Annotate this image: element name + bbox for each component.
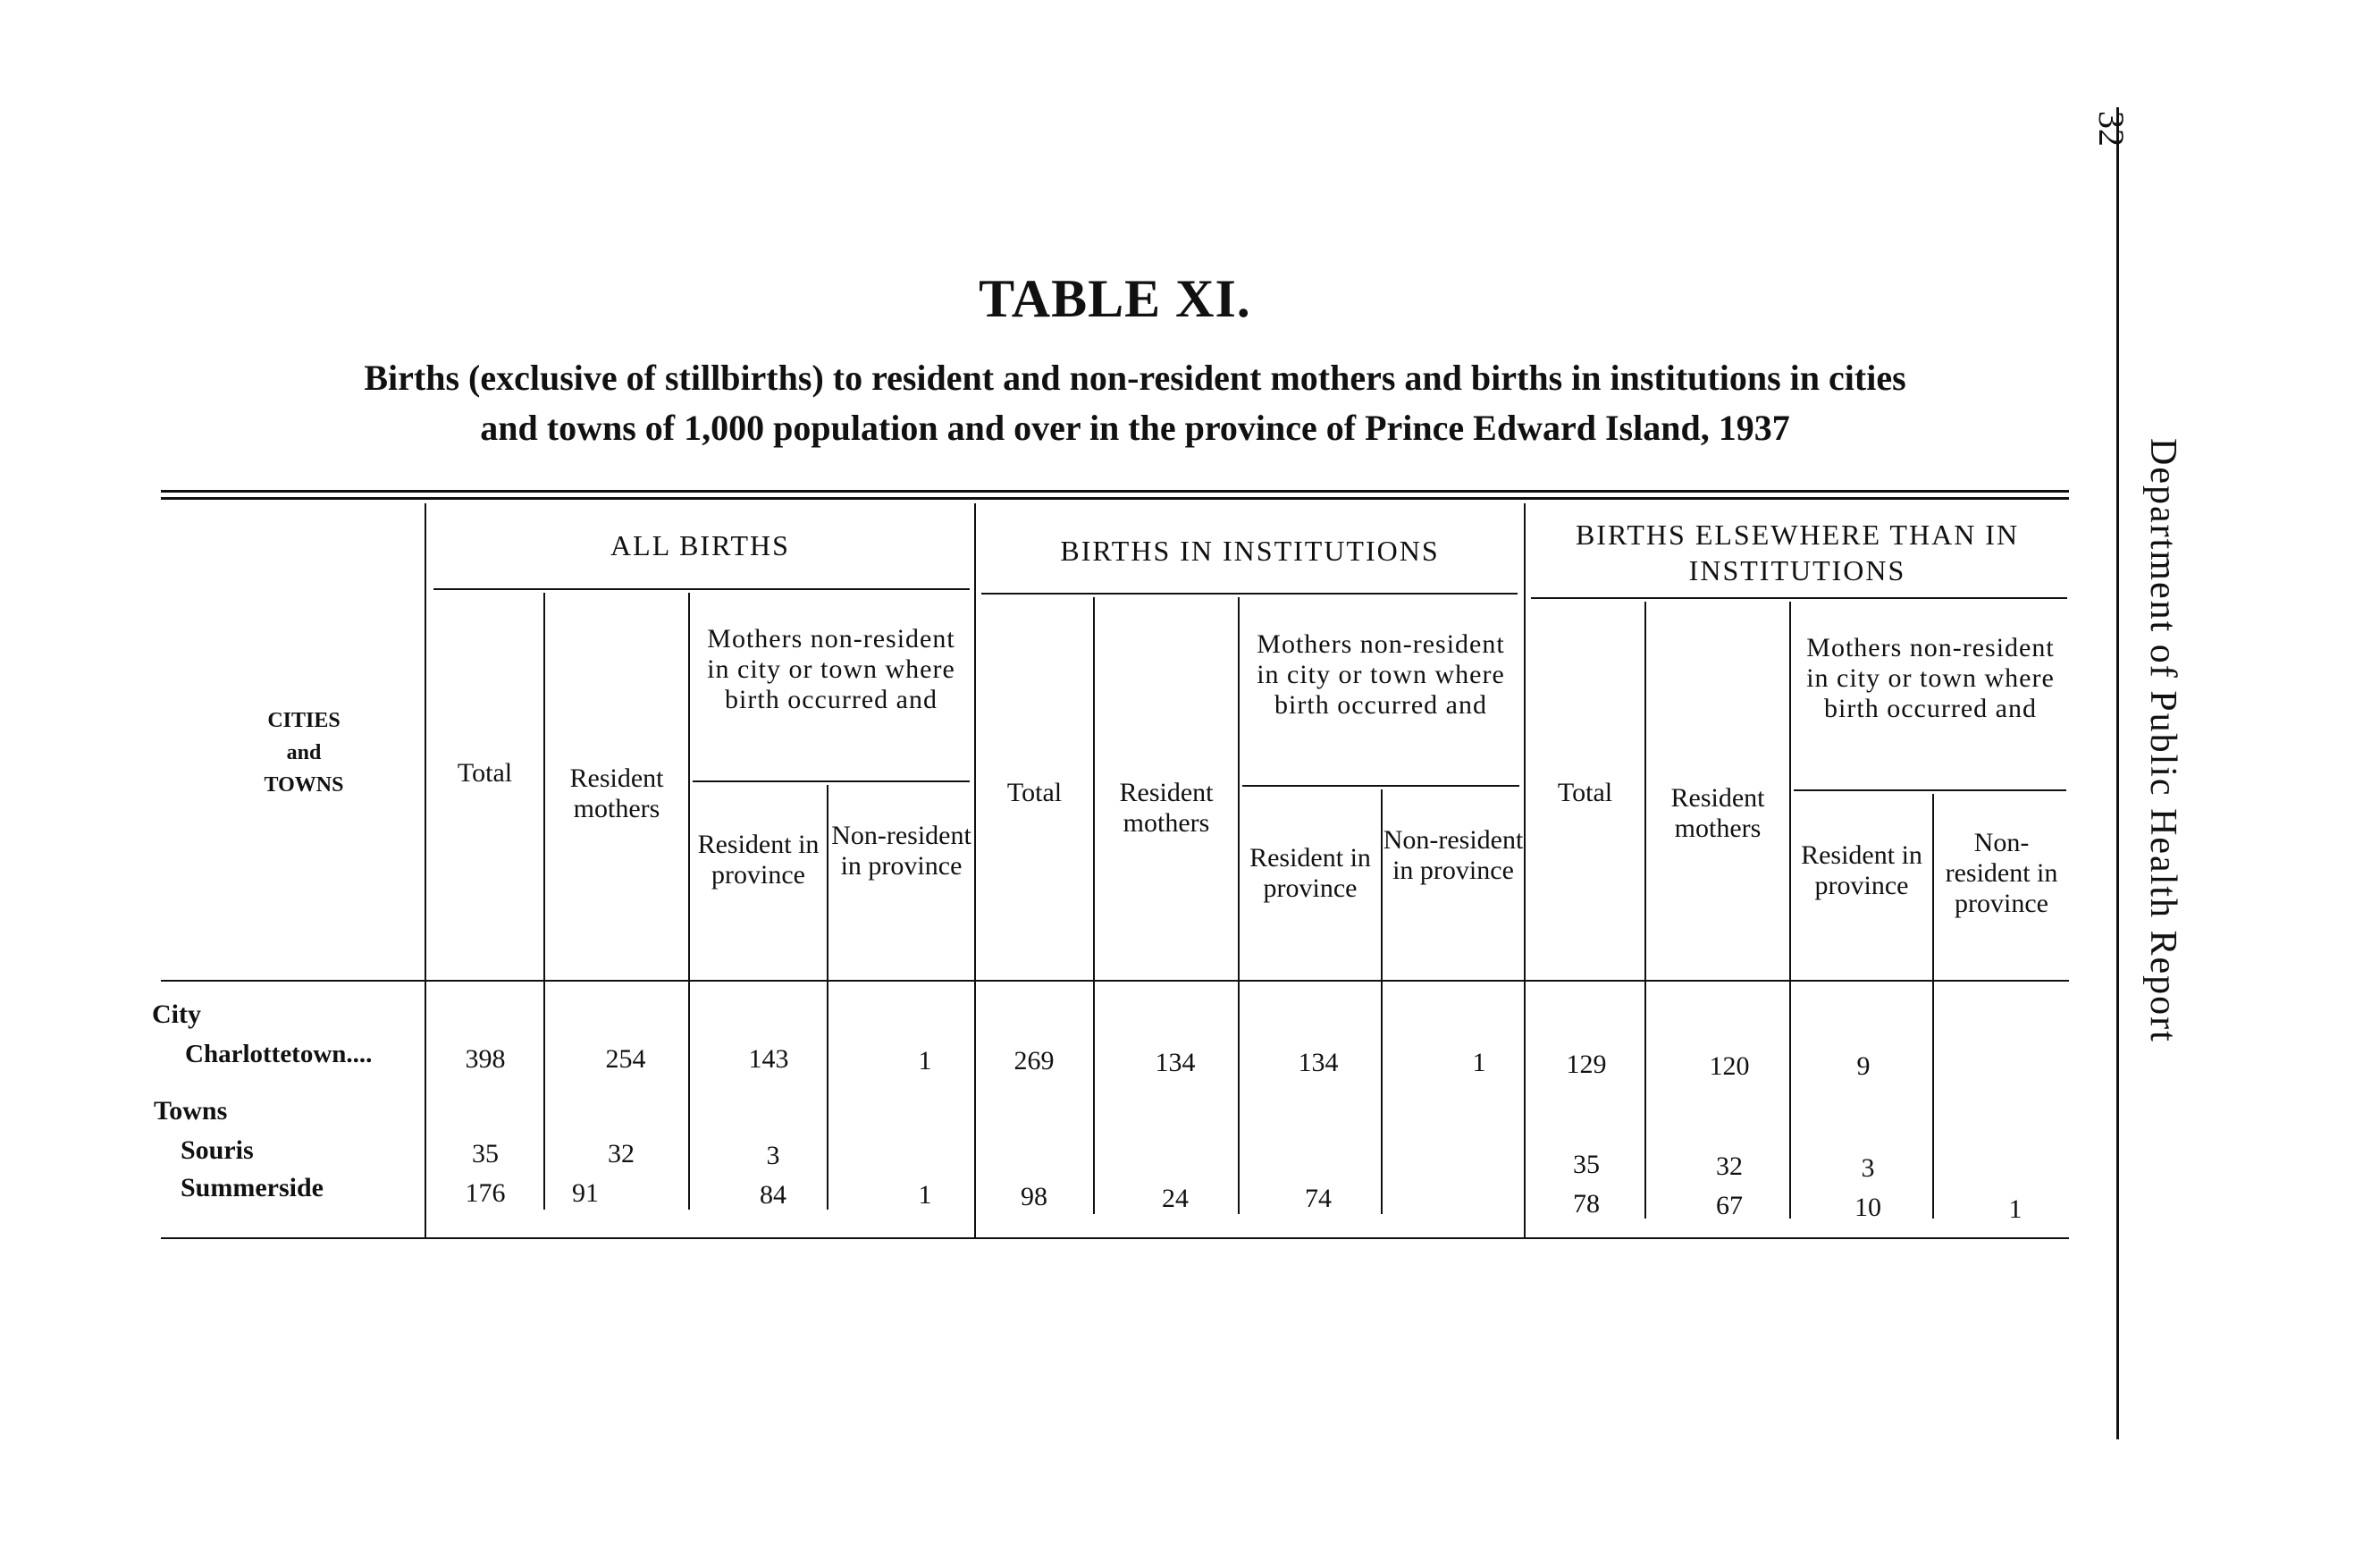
cell: 32 xyxy=(1716,1151,1743,1181)
group-rule-2 xyxy=(981,593,1518,595)
cell: 269 xyxy=(1013,1046,1055,1075)
header-resident-mothers-else: Resident mothers xyxy=(1670,783,1765,843)
cell: 129 xyxy=(1566,1050,1607,1079)
section-towns: Towns xyxy=(154,1096,228,1126)
stub-line-and: and xyxy=(286,741,322,764)
subcol-line xyxy=(1644,602,1646,1219)
cell: 1 xyxy=(1472,1048,1486,1077)
group-births-in-institutions: BIRTHS IN INSTITUTIONS xyxy=(1060,535,1440,567)
header-total-inst: Total xyxy=(1006,778,1063,807)
group-all-births: ALL BIRTHS xyxy=(610,529,790,561)
cell: 78 xyxy=(1573,1189,1600,1219)
section-city: City xyxy=(152,1000,201,1029)
col-divider-group-2 xyxy=(1524,503,1526,1239)
top-rule-2 xyxy=(161,497,2069,500)
subcol-line xyxy=(1093,597,1095,1214)
row-label-summerside: Summerside xyxy=(181,1173,324,1202)
cell: 98 xyxy=(1021,1182,1047,1211)
births-table xyxy=(152,490,2069,1263)
mothers-rule-3 xyxy=(1794,789,2066,791)
header-resident-mothers-inst: Resident mothers xyxy=(1119,778,1214,838)
header-mothers-nonresident-all: Mothers non-resident in city or town where birth occurred and xyxy=(707,624,955,714)
cell: 10 xyxy=(1854,1193,1881,1222)
mothers-rule-2 xyxy=(1242,785,1519,787)
cell: 134 xyxy=(1155,1048,1196,1077)
cell: 176 xyxy=(465,1178,506,1208)
header-total-all: Total xyxy=(457,758,513,788)
cell: 3 xyxy=(766,1141,780,1170)
subcol-line xyxy=(1789,602,1791,1219)
header-resident-in-province-else: Resident in province xyxy=(1801,840,1922,900)
top-rule xyxy=(161,490,2069,493)
subcol-line xyxy=(1238,597,1240,1214)
subcol-line xyxy=(688,593,690,1210)
mothers-rule-1 xyxy=(693,780,970,782)
cell: 3 xyxy=(1861,1153,1875,1183)
cell: 134 xyxy=(1298,1048,1339,1077)
cell: 91 xyxy=(572,1178,599,1208)
cell: 398 xyxy=(465,1044,506,1074)
cell: 254 xyxy=(605,1044,646,1074)
cell: 35 xyxy=(472,1139,499,1168)
header-mothers-nonresident-else: Mothers non-resident in city or town where birth occurred and xyxy=(1806,633,2055,723)
cell: 74 xyxy=(1305,1184,1332,1213)
group-rule-1 xyxy=(433,588,970,590)
subcol-line xyxy=(543,593,545,1210)
table-title: TABLE XI. xyxy=(979,269,1251,328)
cell: 32 xyxy=(608,1139,635,1168)
cell: 1 xyxy=(918,1046,932,1075)
bottom-rule xyxy=(161,1237,2069,1239)
page-number: 32 xyxy=(2091,111,2132,147)
col-divider-stub xyxy=(425,503,426,1239)
cell: 84 xyxy=(760,1180,786,1210)
row-label-charlottetown: Charlottetown.... xyxy=(185,1040,373,1068)
stub-heading xyxy=(214,704,393,801)
caption-line-1: Births (exclusive of stillbirths) to resident and non-resident mothers and births in institutions in cities xyxy=(364,358,1906,398)
group-births-elsewhere: BIRTHS ELSEWHERE THAN IN INSTITUTIONS xyxy=(1575,519,2020,586)
header-resident-in-province-all: Resident in province xyxy=(697,830,820,890)
cell: 1 xyxy=(918,1180,932,1210)
cell: 67 xyxy=(1716,1191,1743,1220)
header-resident-mothers-all: Resident mothers xyxy=(569,763,664,823)
running-head: Department of Public Health Report xyxy=(2142,438,2183,1043)
cell: 24 xyxy=(1162,1184,1189,1213)
row-label-souris: Souris xyxy=(181,1135,254,1165)
header-resident-in-province-inst: Resident in province xyxy=(1249,843,1371,903)
cell: 35 xyxy=(1573,1150,1600,1179)
header-mothers-nonresident-inst: Mothers non-resident in city or town where birth occurred and xyxy=(1257,629,1505,720)
group-rule-3 xyxy=(1531,597,2067,599)
cell: 9 xyxy=(1856,1051,1871,1081)
cell: 120 xyxy=(1709,1051,1750,1081)
header-nonresident-in-province-all: Non-resident in province xyxy=(831,821,971,881)
header-total-else: Total xyxy=(1557,778,1613,807)
header-bottom-rule xyxy=(161,980,2069,982)
caption-line-2: and towns of 1,000 population and over in the province of Prince Edward Island, 1937 xyxy=(480,408,1790,448)
header-nonresident-in-province-inst: Non-resident in province xyxy=(1383,825,1524,885)
stub-line-towns: TOWNS xyxy=(264,773,344,797)
col-divider-group-1 xyxy=(974,503,976,1239)
stub-line-cities: CITIES xyxy=(267,709,341,732)
cell: 143 xyxy=(748,1044,789,1074)
cell: 1 xyxy=(2008,1194,2023,1224)
header-nonresident-in-province-else: Non-resident in province xyxy=(1945,828,2058,918)
table-caption xyxy=(188,353,2082,453)
